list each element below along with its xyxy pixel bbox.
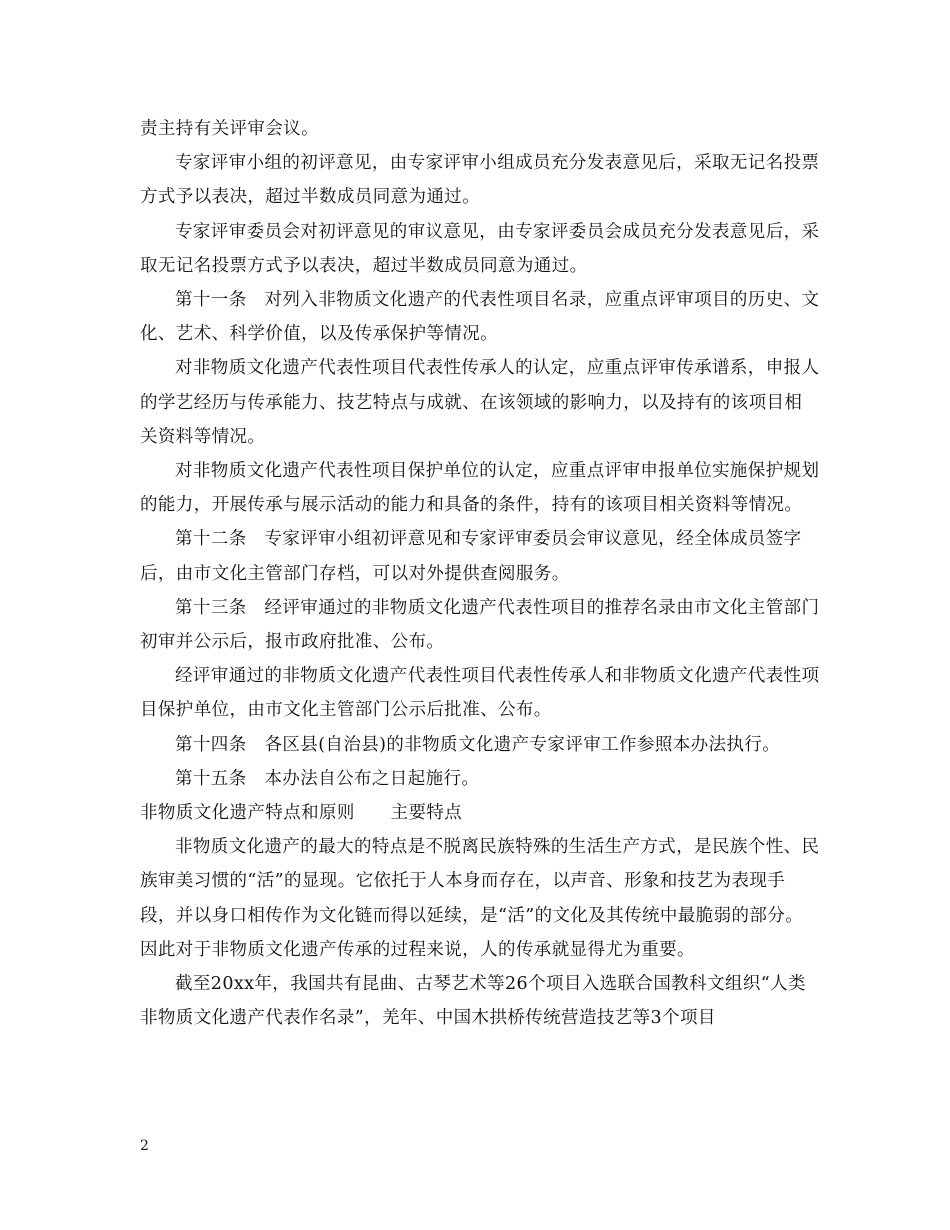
article-14-paragraph: 第十四条 各区县(自治县)的非物质文化遗产专家评审工作参照本办法执行。 <box>175 734 781 755</box>
paragraph: 对非物质文化遗产代表性项目代表性传承人的认定，应重点评审传承谱系，申报人的学艺经历与传承能力、技艺特点与成就、在该领域的影响力，以及持有的该项目相关资料等情况。 <box>140 358 820 447</box>
article-12-paragraph: 第十二条 专家评审小组初评意见和专家评审委员会审议意见，经全体成员签字后，由市文化主管部门存档，可以对外提供查阅服务。 <box>140 529 802 584</box>
paragraph: 经评审通过的非物质文化遗产代表性项目代表性传承人和非物质文化遗产代表性项目保护单位，由市文化主管部门公示后批准、公布。 <box>140 666 820 721</box>
article-15-paragraph: 第十五条 本办法自公布之日起施行。 <box>175 768 480 789</box>
page-number: 2 <box>140 1138 149 1154</box>
paragraph: 非物质文化遗产的最大的特点是不脱离民族特殊的生活生产方式，是民族个性、民族审美习惯的“活”的显现。它依托于人本身而存在，以声音、形象和技艺为表现手段，并以身口相传作为文化链而得以延续，是“活”的文化及其传统中最脆弱的部分。因此对于非物质文化遗产传承的过程来说，人的传承就显得尤为重要。 <box>140 837 820 960</box>
paragraph: 截至20xx年，我国共有昆曲、古琴艺术等26个项目入选联合国教科文组织“人类非物质文化遗产代表作名录”，羌年、中国木拱桥传统营造技艺等3个项目 <box>140 974 806 1029</box>
paragraph: 责主持有关评审会议。 <box>140 119 319 139</box>
paragraph: 专家评审委员会对初评意见的审议意见，由专家评委员会成员充分发表意见后，采取无记名投票方式予以表决，超过半数成员同意为通过。 <box>140 221 820 276</box>
paragraph: 对非物质文化遗产代表性项目保护单位的认定，应重点评审申报单位实施保护规划的能力，开展传承与展示活动的能力和具备的条件，持有的该项目相关资料等情况。 <box>140 461 820 516</box>
article-11-paragraph: 第十一条 对列入非物质文化遗产的代表性项目名录，应重点评审项目的历史、文化、艺术、科学价值，以及传承保护等情况。 <box>140 290 820 345</box>
section-heading: 非物质文化遗产特点和原则 主要特点 <box>140 803 463 824</box>
article-13-paragraph: 第十三条 经评审通过的非物质文化遗产代表性项目的推荐名录由市文化主管部门初审并公示后，报市政府批准、公布。 <box>140 597 820 653</box>
paragraph: 专家评审小组的初评意见，由专家评审小组成员充分发表意见后，采取无记名投票方式予以表决，超过半数成员同意为通过。 <box>140 153 820 208</box>
document-body <box>140 112 820 1035</box>
